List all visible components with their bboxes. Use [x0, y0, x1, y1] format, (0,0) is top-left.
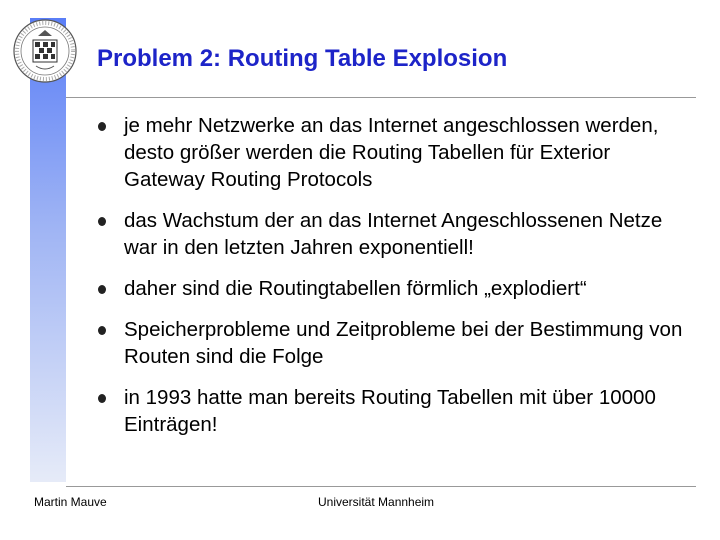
title-divider	[66, 97, 696, 98]
round-bullet-icon	[98, 394, 106, 403]
university-seal-icon	[12, 18, 78, 84]
bullet-item	[96, 316, 696, 370]
bullet-text: daher sind die Routingtabellen förmlich „explodiert“	[124, 277, 587, 300]
slide-title: Problem 2: Routing Table Explosion	[97, 45, 508, 72]
bullet-text: in 1993 hatte man bereits Routing Tabellen mit über 10000 Einträgen!	[124, 386, 656, 436]
round-bullet-icon	[98, 326, 106, 335]
bullet-text: Speicherprobleme und Zeitprobleme bei der Bestimmung von Routen sind die Folge	[124, 318, 683, 368]
round-bullet-icon	[98, 285, 106, 294]
bullet-text: je mehr Netzwerke an das Internet angeschlossen werden, desto größer werden die Routing Tabellen für Exterior Gateway Routing Protocols	[124, 114, 659, 191]
round-bullet-icon	[98, 122, 106, 131]
bullet-text: das Wachstum der an das Internet Angeschlossenen Netze war in den letzten Jahren exponentiell!	[124, 209, 663, 259]
bullet-item	[96, 112, 696, 193]
sidebar-gradient-bar	[30, 18, 66, 482]
bullet-item	[96, 207, 696, 261]
footer-author: Martin Mauve	[34, 495, 107, 509]
bullet-item	[96, 275, 696, 302]
footer-institution: Universität Mannheim	[318, 495, 435, 509]
university-seal-logo	[12, 18, 78, 84]
bullet-list	[96, 112, 696, 452]
footer-divider	[66, 486, 696, 487]
round-bullet-icon	[98, 217, 106, 226]
bullet-item	[96, 384, 696, 438]
